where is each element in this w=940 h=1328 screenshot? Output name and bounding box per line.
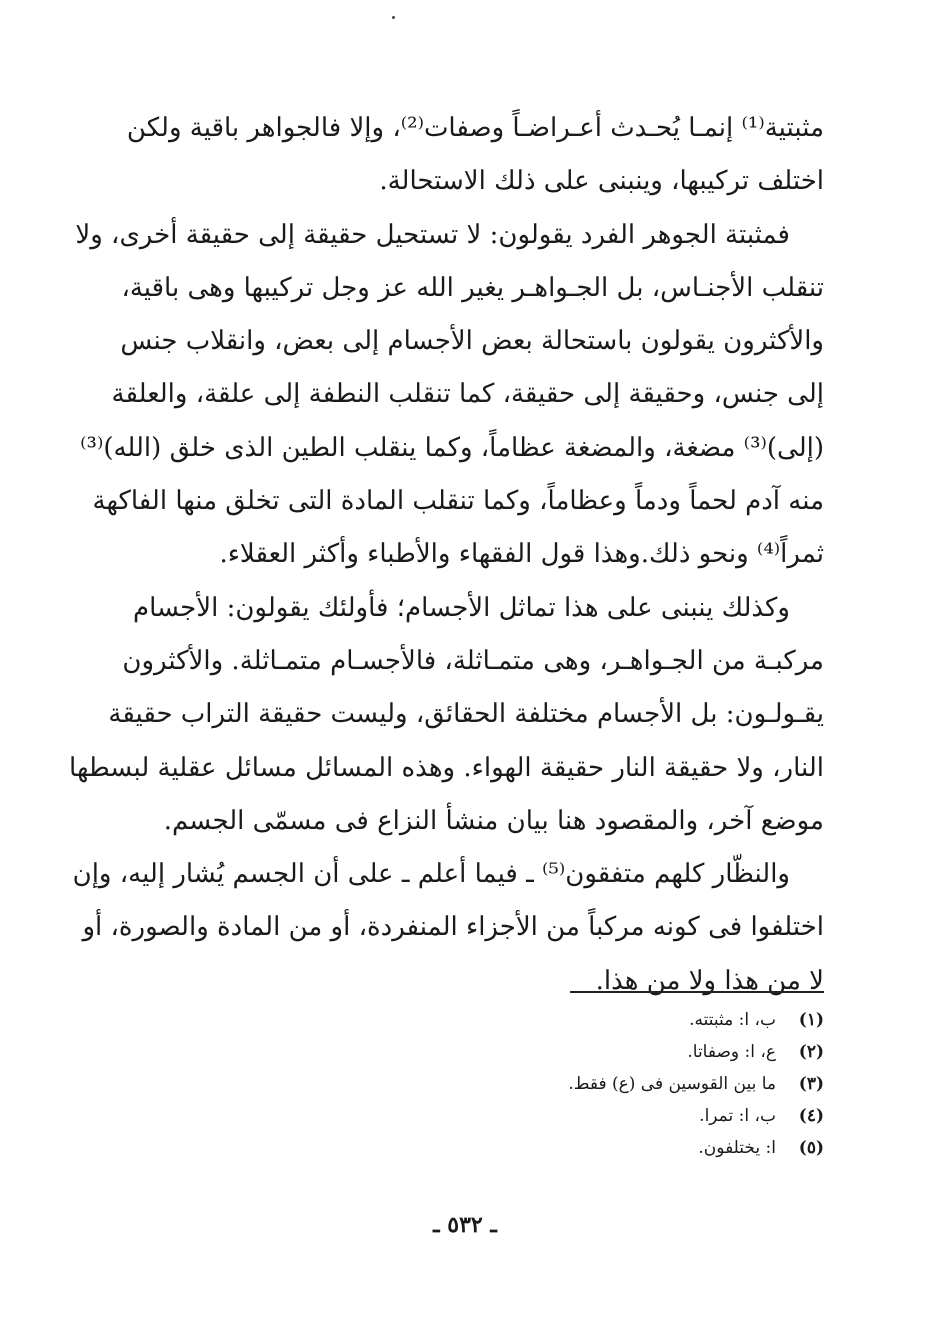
page-mark-dot — [392, 16, 395, 19]
footnote-number: (٢) — [798, 1042, 824, 1062]
main-text-body — [69, 102, 824, 1008]
footnote-number: (١) — [798, 1010, 824, 1030]
footnote-text: ما بين القوسين فى (ع) فقط. — [568, 1074, 776, 1094]
text-line: (إلى)⁽³⁾ مضغة، والمضغة عظاماً، وكما ينقلب الطين الذى خلق (الله)⁽³⁾ — [80, 432, 824, 463]
footnote-number: (٤) — [798, 1106, 824, 1126]
page-number: ـ ٥٣٢ ـ — [433, 1212, 497, 1238]
footnote-item — [330, 1068, 824, 1100]
footnote-text: ب، ا: تمرا. — [699, 1106, 776, 1126]
text-line: اختلف تركيبها، وينبنى على ذلك الاستحالة. — [379, 166, 824, 197]
text-line-paragraph-start: والنظّار كلهم متفقون⁽⁵⁾ ـ فيما أعلم ـ على أن الجسم يُشار إليه، وإن — [72, 859, 790, 890]
text-line: منه آدم لحماً ودماً وعظاماً، وكما تنقلب المادة التى تخلق منها الفاكهة — [92, 486, 824, 517]
footnote-number: (٣) — [798, 1074, 824, 1094]
text-line: لا من هذا ولا من هذا. — [595, 965, 824, 996]
text-line-paragraph-start: فمثبتة الجوهر الفرد يقولون: لا تستحيل حقيقة إلى حقيقة أخرى، ولا — [75, 219, 790, 250]
text-line: النار، ولا حقيقة النار حقيقة الهواء. وهذه المسائل مسائل عقلية لبسطها — [69, 752, 824, 783]
footnote-separator-rule — [570, 991, 824, 993]
text-line: يقـولـون: بل الأجسام مختلفة الحقائق، وليست حقيقة التراب حقيقة — [108, 699, 824, 730]
footnote-item — [330, 1004, 824, 1036]
footnote-item — [330, 1132, 824, 1164]
text-line-paragraph-start: وكذلك ينبنى على هذا تماثل الأجسام؛ فأولئك يقولون: الأجسام — [132, 592, 790, 623]
text-line: اختلفوا فى كونه مركباً من الأجزاء المنفردة، أو من المادة والصورة، أو — [82, 912, 824, 943]
footnote-text: ع، ا: وصفاتا. — [687, 1042, 776, 1062]
footnote-text: ا: يختلفون. — [698, 1138, 776, 1158]
text-line: والأكثرون يقولون باستحالة بعض الأجسام إلى بعض، وانقلاب جنس — [120, 326, 824, 357]
text-line: مثبتية⁽¹⁾ إنمـا يُحـدث أعـراضـاً وصفات⁽²⁾، وإلا فالجواهر باقية ولكن — [126, 113, 824, 143]
footnote-number: (٥) — [798, 1138, 824, 1158]
footnote-item — [330, 1100, 824, 1132]
footnote-text: ب، ا: مثبتته. — [689, 1010, 776, 1030]
text-line: موضع آخر، والمقصود هنا بيان منشأ النزاع فى مسمّى الجسم. — [163, 805, 824, 836]
footnotes-section — [330, 1004, 824, 1164]
footnote-item — [330, 1036, 824, 1068]
text-line: إلى جنس، وحقيقة إلى حقيقة، كما تنقلب النطفة إلى علقة، والعلقة — [111, 379, 824, 410]
text-line: ثمراً⁽⁴⁾ ونحو ذلك.وهذا قول الفقهاء والأطباء وأكثر العقلاء. — [219, 539, 824, 570]
text-line: تنقلب الأجنـاس، بل الجـواهـر يغير الله عز وجل تركيبها وهى باقية، — [121, 272, 824, 303]
text-line: مركبـة من الجـواهـر، وهى متمـاثلة، فالأجسـام متمـاثلة. والأكثرون — [122, 645, 824, 676]
